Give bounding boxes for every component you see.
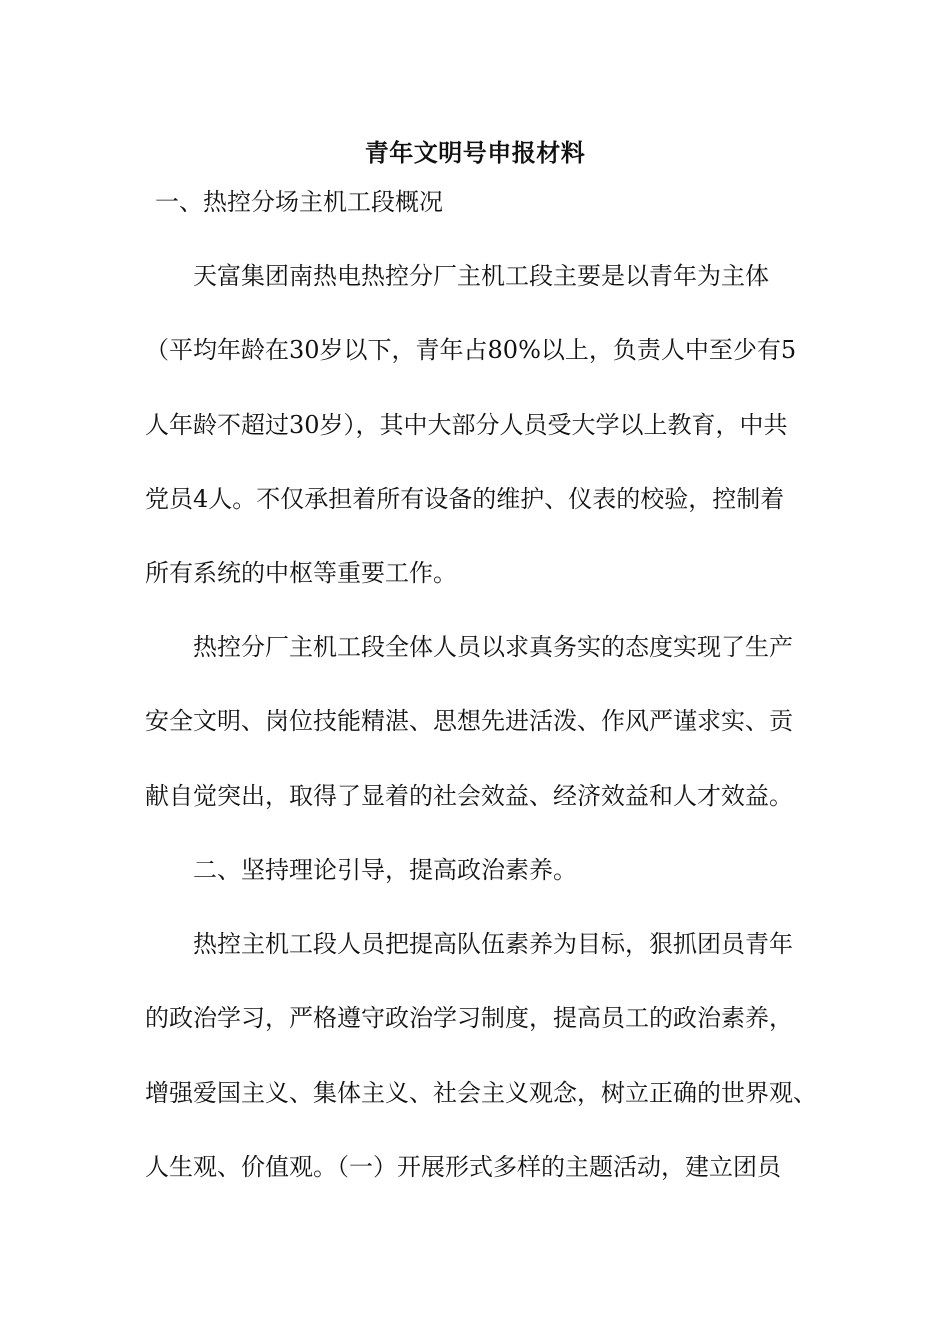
paragraph-line: 热控分厂主机工段全体人员以求真务实的态度实现了生产 [193,633,793,661]
paragraph-line: 党员4人。不仅承担着所有设备的维护、仪表的校验，控制着 [145,485,785,513]
section-heading-2: 二、坚持理论引导，提高政治素养。 [193,856,577,884]
paragraph-line: 人年龄不超过30岁），其中大部分人员受大学以上教育，中共 [145,411,788,439]
paragraph-line: 所有系统的中枢等重要工作。 [145,559,457,587]
paragraph-line: 献自觉突出，取得了显着的社会效益、经济效益和人才效益。 [145,782,793,810]
paragraph-line: （平均年龄在30岁以下，青年占80%以上，负责人中至少有5 [145,336,797,364]
section-heading-1: 一、热控分场主机工段概况 [155,188,443,216]
paragraph-line: 增强爱国主义、集体主义、社会主义观念，树立正确的世界观、 [145,1079,817,1107]
document-title: 青年文明号申报材料 [364,138,586,167]
paragraph-line: 天富集团南热电热控分厂主机工段主要是以青年为主体 [193,262,769,290]
paragraph-line: 人生观、价值观。（一）开展形式多样的主题活动，建立团员 [145,1153,781,1181]
paragraph-line: 安全文明、岗位技能精湛、思想先进活泼、作风严谨求实、贡 [145,707,793,735]
paragraph-line: 热控主机工段人员把提高队伍素养为目标，狠抓团员青年 [193,930,793,958]
paragraph-line: 的政治学习，严格遵守政治学习制度，提高员工的政治素养， [145,1004,793,1032]
